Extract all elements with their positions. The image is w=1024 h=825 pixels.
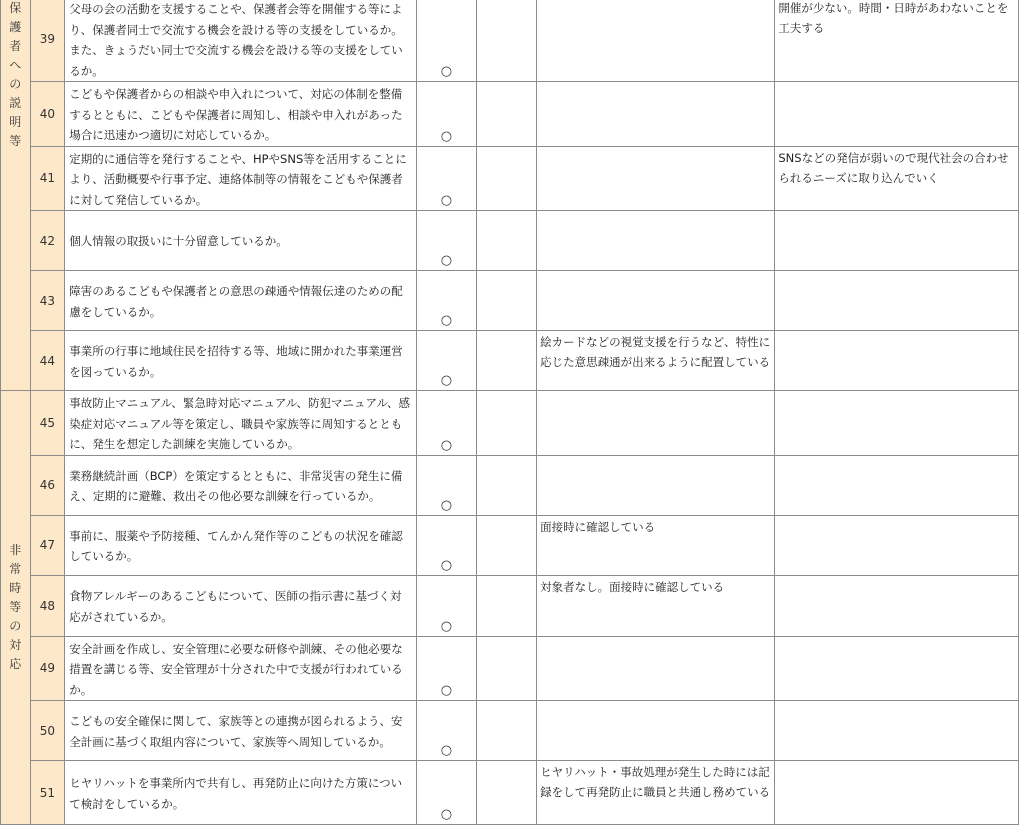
status-mark: ○: [416, 575, 477, 636]
note-cell: 対象者なし。面接時に確認している: [537, 575, 775, 636]
improvement-cell: [775, 636, 1018, 701]
item-number: 42: [30, 211, 65, 271]
blank-cell: [477, 211, 537, 271]
item-number: 46: [30, 455, 65, 515]
improvement-cell: [775, 701, 1018, 761]
note-cell: ヒヤリハット・事故処理が発生した時には記録をして再発防止に職員と共通し務めている: [537, 761, 775, 825]
improvement-cell: [775, 82, 1018, 147]
edge-cell: [1018, 0, 1024, 82]
improvement-cell: [775, 515, 1018, 575]
blank-cell: [477, 761, 537, 825]
status-mark: ○: [416, 636, 477, 701]
improvement-cell: [775, 455, 1018, 515]
item-text: 父母の会の活動を支援することや、保護者会等を開催する等により、保護者同士で交流する機会を設ける等の支援をしているか。また、きょうだい同士で交流する機会を設ける等の支援をしているか。: [65, 0, 416, 82]
status-mark: ○: [416, 82, 477, 147]
blank-cell: [477, 391, 537, 456]
item-text: こどもの安全確保に関して、家族等との連携が図られるよう、安全計画に基づく取組内容について、家族等へ周知しているか。: [65, 701, 416, 761]
edge-cell: [1018, 636, 1024, 701]
blank-cell: [477, 82, 537, 147]
blank-cell: [477, 146, 537, 211]
status-mark: ○: [416, 271, 477, 331]
item-number: 45: [30, 391, 65, 456]
item-text: 業務継続計画（BCP）を策定するとともに、非常災害の発生に備え、定期的に避難、救出その他必要な訓練を行っているか。: [65, 455, 416, 515]
status-mark: ○: [416, 455, 477, 515]
item-text: 事故防止マニュアル、緊急時対応マニュアル、防犯マニュアル、感染症対応マニュアル等を策定し、職員や家族等に周知するとともに、発生を想定した訓練を実施しているか。: [65, 391, 416, 456]
table-row: [1, 391, 1024, 456]
edge-cell: [1018, 331, 1024, 391]
category-label: 非 常 時 等 の 対 応: [1, 541, 30, 674]
status-mark: ○: [416, 146, 477, 211]
item-number: 51: [30, 761, 65, 825]
edge-cell: [1018, 271, 1024, 331]
improvement-cell: [775, 331, 1018, 391]
item-text: 定期的に通信等を発行することや、HPやSNS等を活用することにより、活動概要や行事予定、連絡体制等の情報をこどもや保護者に対して発信しているか。: [65, 146, 416, 211]
blank-cell: [477, 575, 537, 636]
table-row: [1, 0, 1024, 82]
table-row: [1, 455, 1024, 515]
table-row: [1, 575, 1024, 636]
table-row: [1, 331, 1024, 391]
item-text: 個人情報の取扱いに十分留意しているか。: [65, 211, 416, 271]
improvement-cell: SNSなどの発信が弱いので現代社会の合わせられるニーズに取り込んでいく: [775, 146, 1018, 211]
blank-cell: [477, 331, 537, 391]
item-number: 41: [30, 146, 65, 211]
status-mark: ○: [416, 391, 477, 456]
edge-cell: [1018, 82, 1024, 147]
edge-cell: [1018, 211, 1024, 271]
blank-cell: [477, 0, 537, 82]
note-cell: 面接時に確認している: [537, 515, 775, 575]
status-mark: ○: [416, 701, 477, 761]
edge-cell: [1018, 455, 1024, 515]
item-text: 食物アレルギーのあるこどもについて、医師の指示書に基づく対応がされているか。: [65, 575, 416, 636]
status-mark: ○: [416, 515, 477, 575]
status-mark: ○: [416, 211, 477, 271]
table-row: [1, 211, 1024, 271]
improvement-cell: 開催が少ない。時間・日時があわないことを工夫する: [775, 0, 1018, 82]
edge-cell: [1018, 391, 1024, 456]
status-mark: ○: [416, 0, 477, 82]
note-cell: [537, 391, 775, 456]
improvement-cell: [775, 391, 1018, 456]
edge-cell: [1018, 515, 1024, 575]
item-number: 40: [30, 82, 65, 147]
note-cell: [537, 636, 775, 701]
evaluation-rows: [1, 0, 1024, 825]
improvement-cell: [775, 211, 1018, 271]
item-number: 39: [30, 0, 65, 82]
table-row: [1, 701, 1024, 761]
category-cell: [1, 391, 31, 825]
blank-cell: [477, 701, 537, 761]
note-cell: [537, 271, 775, 331]
edge-cell: [1018, 146, 1024, 211]
item-number: 50: [30, 701, 65, 761]
blank-cell: [477, 455, 537, 515]
note-cell: [537, 0, 775, 82]
item-number: 44: [30, 331, 65, 391]
item-text: こどもや保護者からの相談や申入れについて、対応の体制を整備するとともに、こどもや保護者に周知し、相談や申入れがあった場合に迅速かつ適切に対応しているか。: [65, 82, 416, 147]
note-cell: [537, 455, 775, 515]
note-cell: [537, 701, 775, 761]
improvement-cell: [775, 271, 1018, 331]
item-text: 事業所の行事に地域住民を招待する等、地域に開かれた事業運営を図っているか。: [65, 331, 416, 391]
item-text: 安全計画を作成し、安全管理に必要な研修や訓練、その他必要な措置を講じる等、安全管理が十分された中で支援が行われているか。: [65, 636, 416, 701]
edge-cell: [1018, 701, 1024, 761]
improvement-cell: [775, 575, 1018, 636]
note-cell: [537, 211, 775, 271]
edge-cell: [1018, 761, 1024, 825]
note-cell: 絵カードなどの視覚支援を行うなど、特性に応じた意思疎通が出来るように配置している: [537, 331, 775, 391]
item-text: 障害のあるこどもや保護者との意思の疎通や情報伝達のための配慮をしているか。: [65, 271, 416, 331]
item-text: 事前に、服薬や予防接種、てんかん発作等のこどもの状況を確認しているか。: [65, 515, 416, 575]
status-mark: ○: [416, 761, 477, 825]
status-mark: ○: [416, 331, 477, 391]
table-row: [1, 761, 1024, 825]
table-row: [1, 146, 1024, 211]
item-number: 43: [30, 271, 65, 331]
table-row: [1, 636, 1024, 701]
blank-cell: [477, 271, 537, 331]
blank-cell: [477, 515, 537, 575]
improvement-cell: [775, 761, 1018, 825]
blank-cell: [477, 636, 537, 701]
table-row: [1, 271, 1024, 331]
category-label: 保 護 者 へ の 説 明 等: [1, 0, 30, 151]
item-number: 47: [30, 515, 65, 575]
note-cell: [537, 146, 775, 211]
edge-cell: [1018, 575, 1024, 636]
note-cell: [537, 82, 775, 147]
table-row: [1, 82, 1024, 147]
item-text: ヒヤリハットを事業所内で共有し、再発防止に向けた方策について検討をしているか。: [65, 761, 416, 825]
item-number: 48: [30, 575, 65, 636]
table-row: [1, 515, 1024, 575]
category-cell: [1, 0, 31, 391]
item-number: 49: [30, 636, 65, 701]
